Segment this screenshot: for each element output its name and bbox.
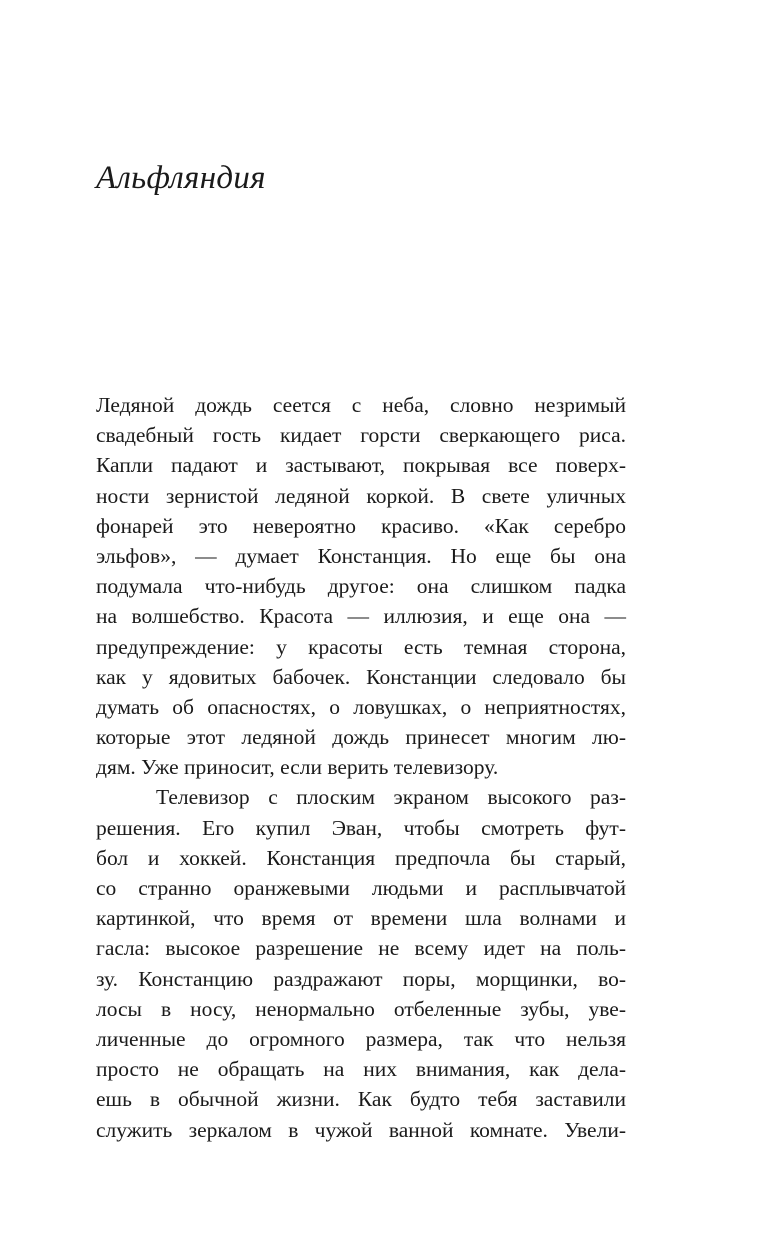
text-line: Капли падают и застывают, покрывая все поверх- [96,453,626,478]
paragraph-1 [96,390,626,782]
text-line: Ледяной дождь сеется с неба, словно незримый [96,393,626,417]
body-text [96,390,626,1145]
text-line: на волшебство. Красота — иллюзия, и еще она — [96,604,626,629]
text-line: ешь в обычной жизни. Как будто тебя заставили [96,1087,626,1112]
text-line: дям. Уже приносит, если верить телевизору. [96,755,499,780]
text-line: гасла: высокое разрешение не всему идет на поль- [96,936,626,961]
text-line: как у ядовитых бабочек. Констанции следовало бы [96,664,626,689]
text-line: думать об опасностях, о ловушках, о неприятностях, [96,694,626,719]
text-line: решения. Его купил Эван, чтобы смотреть фут- [96,815,626,840]
text-line: Телевизор с плоским экраном высокого раз- [156,785,626,810]
paragraph-2 [96,782,626,1144]
text-line: эльфов», — думает Констанция. Но еще бы она [96,543,626,568]
text-line: зу. Констанцию раздражают поры, морщинки, во- [96,966,626,991]
text-line: подумала что-нибудь другое: она слишком падка [96,574,626,599]
text-line: бол и хоккей. Констанция предпочла бы старый, [96,845,626,870]
text-line: со странно оранжевыми людьми и расплывчатой [96,876,626,900]
text-line: фонарей это невероятно красиво. «Как серебро [96,513,626,538]
text-line: свадебный гость кидает горсти сверкающего риса. [96,423,626,448]
text-line: которые этот ледяной дождь принесет многим лю- [96,725,626,750]
text-line: предупреждение: у красоты есть темная сторона, [96,634,626,659]
text-line: ности зернистой ледяной коркой. В свете уличных [96,483,626,508]
text-line: картинкой, что время от времени шла волнами и [96,906,626,931]
text-line: личенные до огромного размера, так что нельзя [96,1026,626,1051]
text-line: просто не обращать на них внимания, как дела- [96,1057,626,1082]
chapter-title: Альфляндия [96,160,266,196]
text-line: служить зеркалом в чужой ванной комнате. Увели- [96,1117,626,1142]
text-line: лосы в носу, ненормально отбеленные зубы, уве- [96,996,626,1021]
